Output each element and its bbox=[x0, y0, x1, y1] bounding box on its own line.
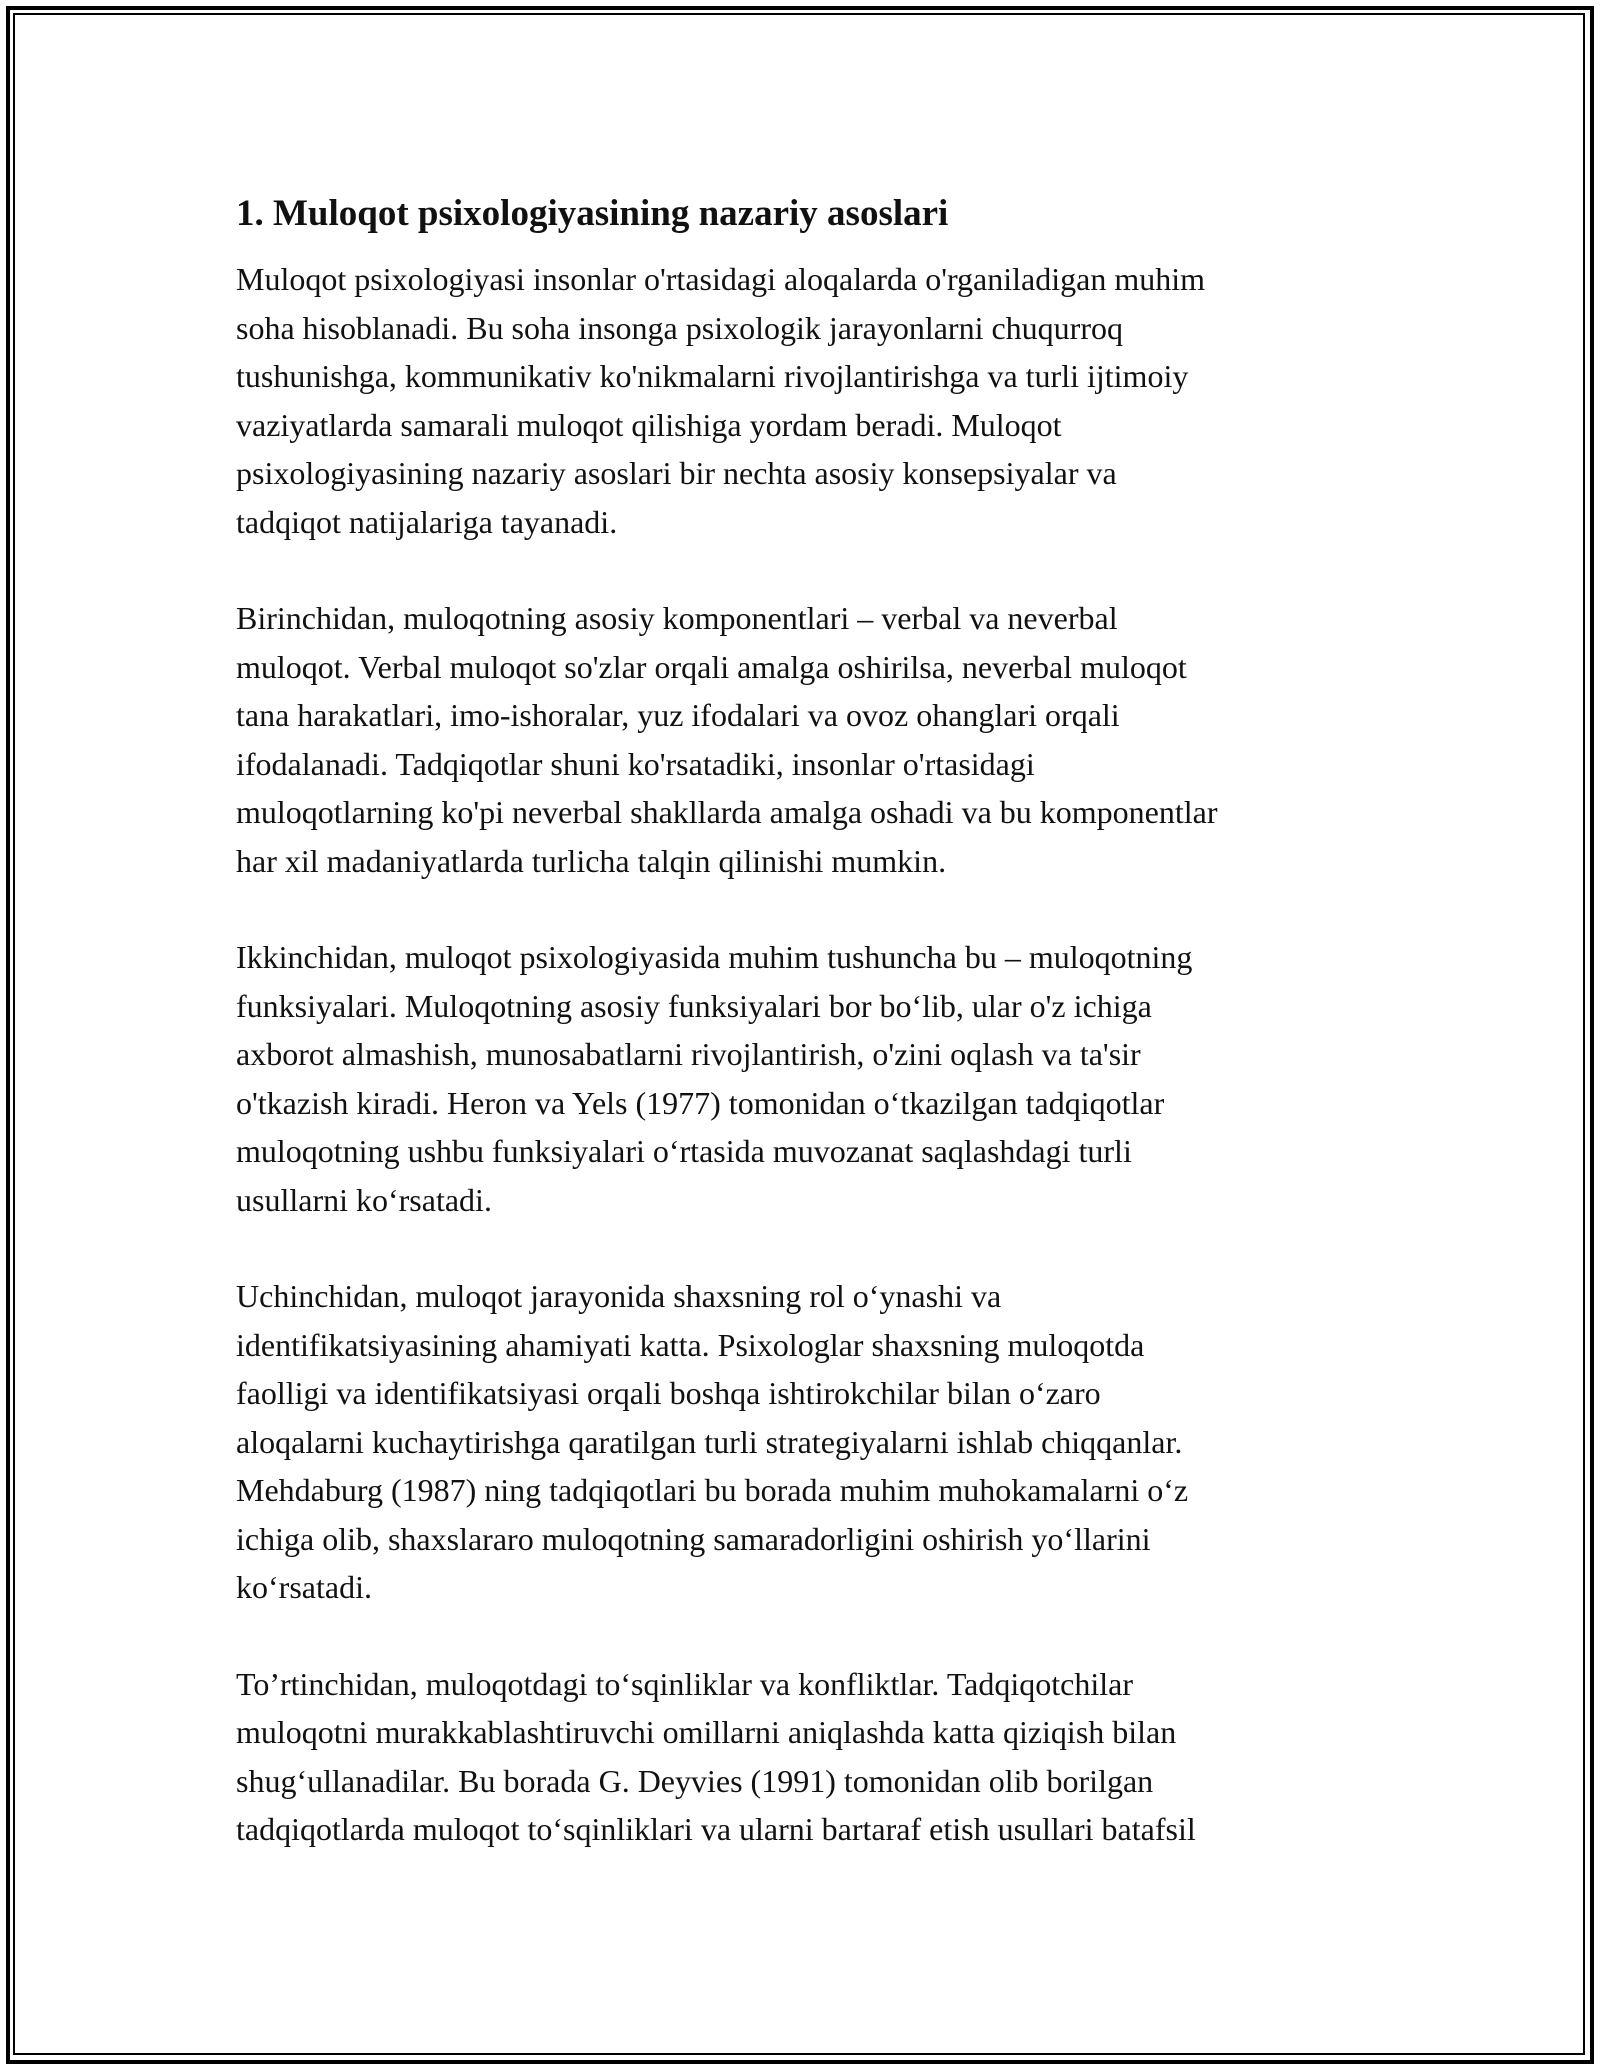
text-line: psixologiyasining nazariy asoslari bir nechta asosiy konsepsiyalar va bbox=[236, 455, 1117, 491]
text-line: To’rtinchidan, muloqotdagi to‘sqinliklar va konfliktlar. Tadqiqotchilar bbox=[236, 1665, 1133, 1702]
text-line: aloqalarni kuchaytirishga qaratilgan turli strategiyalarni ishlab chiqqanlar. bbox=[236, 1423, 1183, 1460]
text-line: vaziyatlarda samarali muloqot qilishiga yordam beradi. Muloqot bbox=[236, 406, 1062, 443]
text-line: shug‘ullanadilar. Bu borada G. Deyvies (1991) tomonidan olib borilgan bbox=[236, 1762, 1154, 1799]
text-line: muloqotning ushbu funksiyalari o‘rtasida muvozanat saqlashdagi turli bbox=[236, 1133, 1132, 1169]
paragraph-3 bbox=[236, 933, 1366, 1224]
document-body bbox=[236, 185, 1366, 1902]
text-line: har xil madaniyatlarda turlicha talqin qilinishi mumkin. bbox=[236, 842, 947, 879]
text-line: ifodalanadi. Tadqiqotlar shuni ko'rsatadiki, insonlar o'rtasidagi bbox=[236, 745, 1035, 782]
text-line: tushunishga, kommunikativ ko'nikmalarni rivojlantirishga va turli ijtimoiy bbox=[236, 358, 1189, 394]
paragraph-4 bbox=[236, 1272, 1366, 1612]
text-line: muloqotlarning ko'pi neverbal shakllarda amalga oshadi va bu komponentlar bbox=[236, 794, 1218, 830]
text-line: soha hisoblanadi. Bu soha insonga psixologik jarayonlarni chuqurroq bbox=[236, 309, 1123, 346]
text-line: tana harakatlari, imo-ishoralar, yuz ifodalari va ovoz ohanglari orqali bbox=[236, 697, 1120, 733]
text-line: tadqiqot natijalariga tayanadi. bbox=[236, 503, 618, 540]
text-line: identifikatsiyasining ahamiyati katta. Psixologlar shaxsning muloqotda bbox=[236, 1326, 1145, 1363]
text-line: Mehdaburg (1987) ning tadqiqotlari bu borada muhim muhokamalarni o‘z bbox=[236, 1472, 1189, 1508]
text-line: o'tkazish kiradi. Heron va Yels (1977) tomonidan o‘tkazilgan tadqiqotlar bbox=[236, 1084, 1165, 1121]
text-line: faolligi va identifikatsiyasi orqali boshqa ishtirokchilar bilan o‘zaro bbox=[236, 1375, 1101, 1411]
text-line: Uchinchidan, muloqot jarayonida shaxsning rol o‘ynashi va bbox=[236, 1278, 1002, 1314]
text-line: ko‘rsatadi. bbox=[236, 1569, 372, 1605]
paragraph-1 bbox=[236, 255, 1366, 546]
text-line: Ikkinchidan, muloqot psixologiyasida muhim tushuncha bu – muloqotning bbox=[236, 939, 1193, 975]
text-line: Birinchidan, muloqotning asosiy komponentlari – verbal va neverbal bbox=[236, 600, 1118, 636]
section-heading: 1. Muloqot psixologiyasining nazariy asoslari bbox=[236, 193, 949, 234]
paragraph-5 bbox=[236, 1660, 1366, 1854]
text-line: funksiyalari. Muloqotning asosiy funksiyalari bor bo‘lib, ular o'z ichiga bbox=[236, 987, 1152, 1024]
text-line: axborot almashish, munosabatlarni rivojlantirish, o'zini oqlash va ta'sir bbox=[236, 1036, 1141, 1072]
text-line: ichiga olib, shaxslararo muloqotning samaradorligini oshirish yo‘llarini bbox=[236, 1520, 1151, 1557]
text-line: Muloqot psixologiyasi insonlar o'rtasidagi aloqalarda o'rganiladigan muhim bbox=[236, 261, 1205, 297]
text-line: tadqiqotlarda muloqot to‘sqinliklari va ularni bartaraf etish usullari batafsil bbox=[236, 1811, 1196, 1847]
text-line: usullarni ko‘rsatadi. bbox=[236, 1181, 492, 1218]
paragraph-2 bbox=[236, 594, 1366, 885]
text-line: muloqot. Verbal muloqot so'zlar orqali amalga oshirilsa, neverbal muloqot bbox=[236, 648, 1187, 685]
text-line: muloqotni murakkablashtiruvchi omillarni aniqlashda katta qiziqish bilan bbox=[236, 1714, 1177, 1750]
